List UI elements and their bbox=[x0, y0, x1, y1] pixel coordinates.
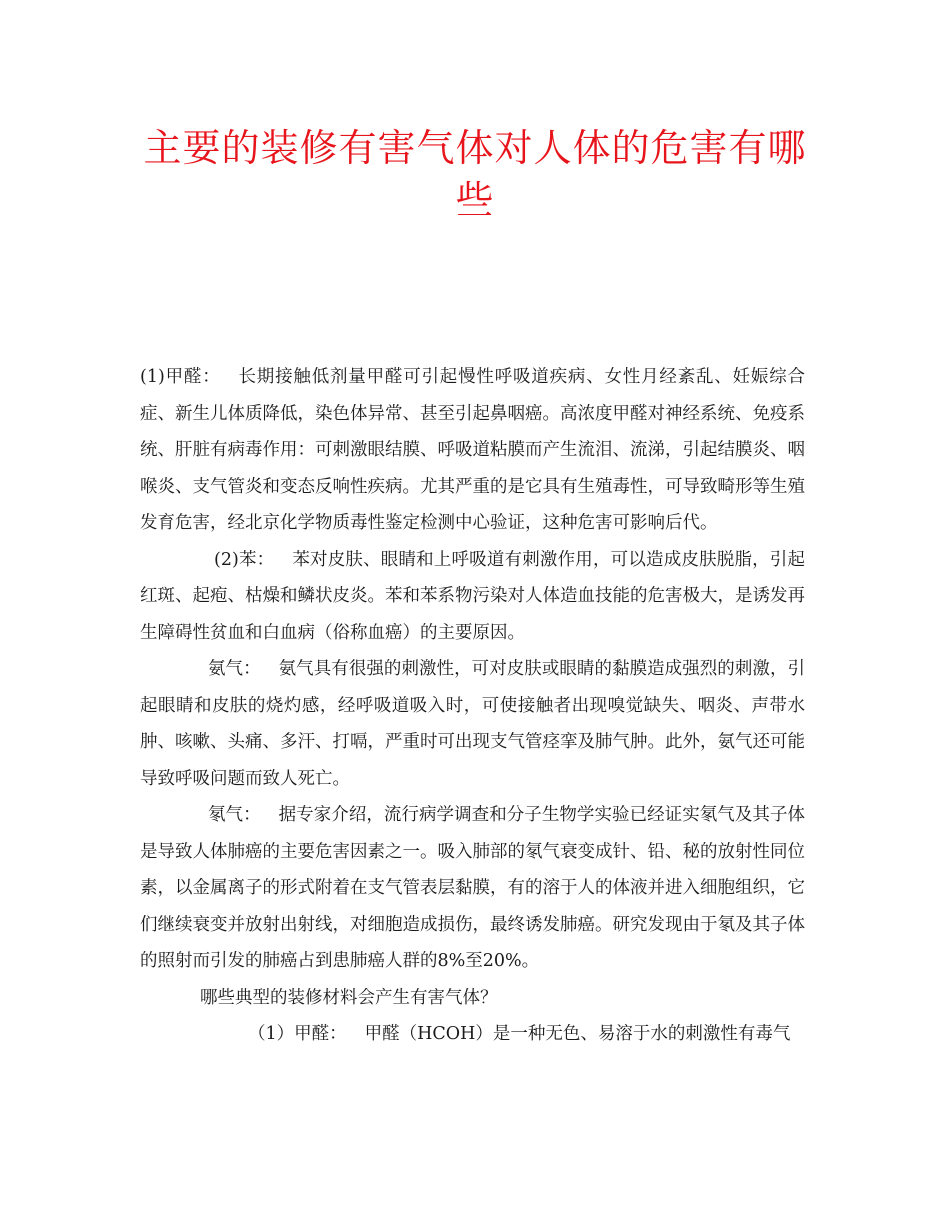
paragraph-text: 甲醛（HCOH）是一种无色、易溶于水的刺激性有毒气 bbox=[364, 1024, 791, 1044]
paragraph-label: (2)苯： bbox=[214, 549, 275, 570]
paragraph-benzene bbox=[140, 542, 805, 652]
paragraph-text: 氨气具有很强的刺激性，可对皮肤或眼睛的黏膜造成强烈的刺激，引起眼睛和皮肤的烧灼感，经呼吸道吸入时，可使接触者出现嗅觉缺失、咽炎、声带水肿、咳嗽、头痛、多汗、打嗝，严重时可出现支气管痉挛及肺气肿。此外，氨气还可能导致呼吸问题而致人死亡。 bbox=[140, 659, 805, 789]
paragraph-text: 苯对皮肤、眼睛和上呼吸道有刺激作用，可以造成皮肤脱脂，引起红斑、起疱、枯燥和鳞状皮炎。苯和苯系物污染对人体造血技能的危害极大，是诱发再生障碍性贫血和白血病（俗称血癌）的主要原因。 bbox=[140, 549, 805, 643]
paragraph-label: 氨气： bbox=[208, 659, 261, 679]
paragraph-formaldehyde bbox=[140, 359, 805, 542]
paragraph-radon bbox=[140, 797, 805, 980]
paragraph-text: 长期接触低剂量甲醛可引起慢性呼吸道疾病、女性月经紊乱、妊娠综合症、新生儿体质降低，染色体异常、甚至引起鼻咽癌。高浓度甲醛对神经系统、免疫系统、肝脏有病毒作用：可刺激眼结膜、呼吸道粘膜而产生流泪、流涕，引起结膜炎、咽喉炎、支气管炎和变态反响性疾病。尤其严重的是它具有生殖毒性，可导致畸形等生殖发育危害，经北京化学物质毒性鉴定检测中心验证，这种危害可影响后代。 bbox=[140, 367, 806, 533]
paragraph-label: 氡气： bbox=[208, 805, 261, 825]
paragraph-question bbox=[140, 980, 805, 1017]
paragraph-label: （1）甲醛： bbox=[248, 1024, 347, 1044]
paragraph-ammonia bbox=[140, 651, 805, 797]
paragraph-text: 哪些典型的装修材料会产生有害气体？ bbox=[200, 987, 498, 1008]
paragraph-formaldehyde-detail bbox=[140, 1016, 805, 1053]
document-body bbox=[140, 359, 805, 1053]
paragraph-label: (1)甲醛： bbox=[140, 367, 221, 387]
paragraph-text: 据专家介绍，流行病学调查和分子生物学实验已经证实氡气及其子体是导致人体肺癌的主要危害因素之一。吸入肺部的氡气衰变成针、铅、秘的放射性同位素，以金属离子的形式附着在支气管表层黏膜，有的溶于人的体液并进入细胞组织，它们继续衰变并放射出射线，对细胞造成损伤，最终诱发肺癌。研究发现由于氡及其子体的照射而引发的肺癌占到患肺癌人群的8%至20%。 bbox=[140, 805, 805, 971]
document-title: 主要的装修有害气体对人体的危害有哪些 bbox=[143, 126, 807, 222]
